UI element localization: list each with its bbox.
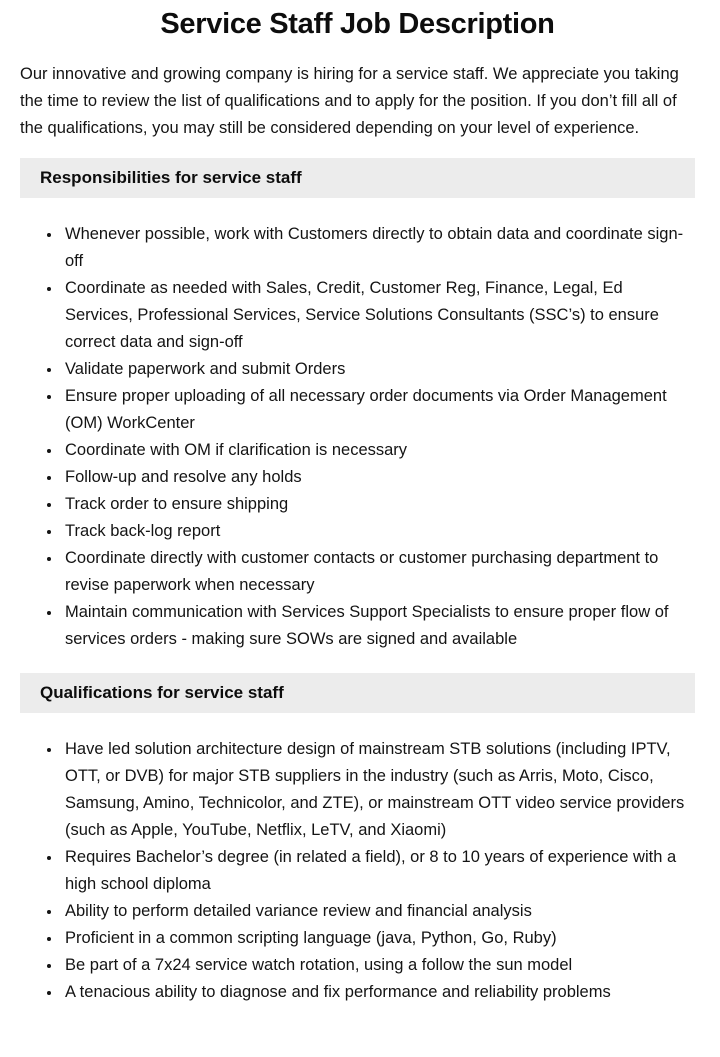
list-item: • Maintain communication with Services Support Specialists to ensure proper flow of services orders - making sure SOWs are signed and available [62, 599, 695, 653]
list-item: • Have led solution architecture design of mainstream STB solutions (including IPTV, OTT, or DVB) for major STB suppliers in the industry (such as Arris, Moto, Cisco, Samsung, Amino, Technicolor, and ZTE), or mainstream OTT video service providers (such as Apple, YouTube, Netflix, LeTV, and Xiaomi) [62, 736, 695, 844]
intro-paragraph: Our innovative and growing company is hiring for a service staff. We appreciate you taking the time to review the list of qualifications and to apply for the position. If you don’t fill all of the qualifications, you may still be considered depending on your level of experience. [20, 65, 679, 137]
list-item: • Ensure proper uploading of all necessary order documents via Order Management (OM) WorkCenter [62, 383, 695, 437]
list-item: • Proficient in a common scripting language (java, Python, Go, Ruby) [62, 925, 695, 952]
qualifications-heading: Qualifications for service staff [40, 683, 284, 702]
list-item: • Validate paperwork and submit Orders [62, 356, 695, 383]
list-item: • Coordinate as needed with Sales, Credit, Customer Reg, Finance, Legal, Ed Services, Professional Services, Service Solutions Consultants (SSC’s) to ensure correct data and sign-off [62, 275, 695, 356]
list-item: • Be part of a 7x24 service watch rotation, using a follow the sun model [62, 952, 695, 979]
responsibilities-list [20, 221, 695, 653]
list-item: • Track order to ensure shipping [62, 491, 695, 518]
section-qualifications [20, 673, 695, 1006]
responsibilities-heading-bar [20, 158, 695, 198]
qualifications-heading-bar [20, 673, 695, 713]
list-item: • Track back-log report [62, 518, 695, 545]
list-item: • Whenever possible, work with Customers directly to obtain data and coordinate sign-off [62, 221, 695, 275]
responsibilities-heading: Responsibilities for service staff [40, 168, 302, 187]
list-item: • Follow-up and resolve any holds [62, 464, 695, 491]
list-item: • Coordinate directly with customer contacts or customer purchasing department to revise paperwork when necessary [62, 545, 695, 599]
page-title: Service Staff Job Description [160, 8, 555, 40]
list-item: • Requires Bachelor’s degree (in related a field), or 8 to 10 years of experience with a high school diploma [62, 844, 695, 898]
list-item: • A tenacious ability to diagnose and fix performance and reliability problems [62, 979, 695, 1006]
section-responsibilities [20, 158, 695, 653]
list-item: • Coordinate with OM if clarification is necessary [62, 437, 695, 464]
qualifications-list [20, 736, 695, 1006]
list-item: • Ability to perform detailed variance review and financial analysis [62, 898, 695, 925]
